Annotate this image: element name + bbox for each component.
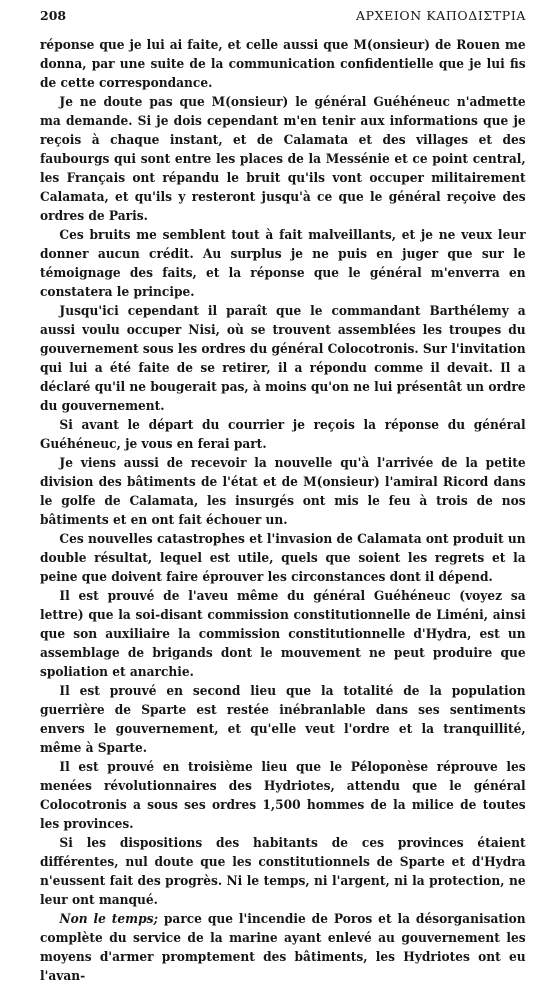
paragraph: Il est prouvé en second lieu que la totalité de la population guerrière de Sparte est restée inébranlable dans ses sentiments envers le gouvernement, et qu'elle veut l'ordre et la tranquillité, même à Sparte. <box>40 684 526 756</box>
paragraph: Ces bruits me semblent tout à fait malveillants, et je ne veux leur donner aucun crédit. Au surplus je ne puis en juger que sur le témoignage des faits, et la réponse que le général m'enverra en constatera le principe. <box>40 228 526 300</box>
paragraph: Si les dispositions des habitants de ces provinces étaient différentes, nul doute que les constitutionnels de Sparte et d'Hydra n'eussent fait des progrès. Ni le temps, ni l'argent, ni la protection, ne leur ont manqué. <box>40 836 526 908</box>
paragraph <box>40 910 526 986</box>
paragraph: Jusqu'ici cependant il paraît que le commandant Barthélemy a aussi voulu occuper Nisi, où se trouvent assemblées les troupes du gouvernement sous les ordres du général Colocotronis. Sur l'invitation qui lui a été faite de se retirer, il a répondu comme il devait. Il a déclaré qu'il ne bougerait pas, à moins qu'on ne lui présentât un ordre du gouvernement. <box>40 304 526 414</box>
paragraph: Ces nouvelles catastrophes et l'invasion de Calamata ont produit un double résultat, lequel est utile, quels que soient les regrets et la peine que doivent faire éprouver les circonstances dont il dépend. <box>40 532 526 585</box>
paragraph-text: parce que l'incendie de Poros et la désorganisation complète du service de la marine ayant enlevé au gouvernement les moyens d'armer promptement des bâtiments, les Hydriotes ont eu l'avan- <box>40 912 526 984</box>
paragraph: Je ne doute pas que M(onsieur) le général Guéhéneuc n'admette ma demande. Si je dois cependant m'en tenir aux informations que je reçois à chaque instant, et de Calamata et des villages et des faubourgs qui sont entre les places de la Messénie et ce point central, les Français ont répandu le bruit qu'ils vont occuper militairement Calamata, et qu'ils y resteront jusqu'à ce que le général reçoive des ordres de Paris. <box>40 95 526 224</box>
italic-lead: Non le temps; <box>59 912 158 927</box>
paragraph: Si avant le départ du courrier je reçois la réponse du général Guéhéneuc, je vous en ferai part. <box>40 418 526 452</box>
paragraph: Je viens aussi de recevoir la nouvelle qu'à l'arrivée de la petite division des bâtiments de l'état et de M(onsieur) l'amiral Ricord dans le golfe de Calamata, les insurgés ont mis le feu à trois de nos bâtiments et en ont fait échouer un. <box>40 456 526 528</box>
paragraph: Il est prouvé de l'aveu même du général Guéhéneuc (voyez sa lettre) que la soi-disant commission constitutionnelle de Liméni, ainsi que son auxiliaire la commission constitutionnelle d'Hydra, est un assemblage de brigands dont le mouvement ne peut produire que spoliation et anarchie. <box>40 589 526 680</box>
paragraph: réponse que je lui ai faite, et celle aussi que M(onsieur) de Rouen me donna, par une suite de la communication confidentielle que je lui fis de cette correspondance. <box>40 38 526 91</box>
running-header <box>40 8 526 30</box>
running-title: ΑΡΧΕΙΟΝ ΚΑΠΟΔΙΣΤΡΙΑ <box>356 8 526 23</box>
paragraph: Il est prouvé en troisième lieu que le Péloponèse réprouve les menées révolutionnaires des Hydriotes, attendu que le général Colocotronis a sous ses ordres 1,500 hommes de la milice de toutes les provinces. <box>40 760 526 832</box>
page-number: 208 <box>40 8 67 23</box>
body-text <box>40 36 526 986</box>
